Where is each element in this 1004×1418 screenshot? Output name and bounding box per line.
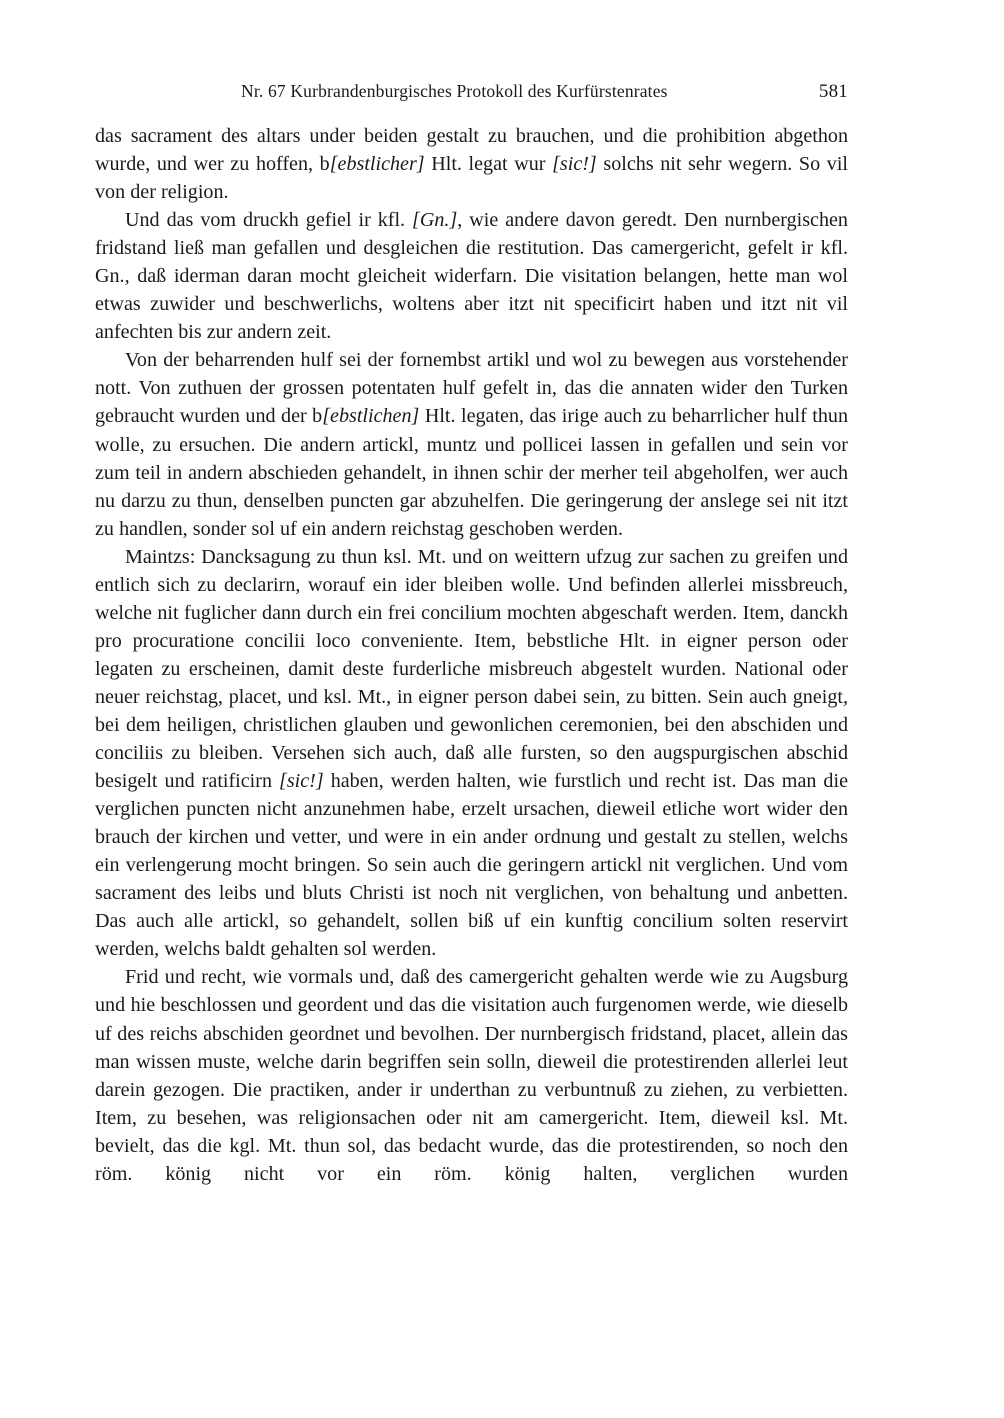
- paragraph: [95, 543, 848, 964]
- text-run: solchs nit sehr wegern. So vil von der religion.: [95, 153, 848, 204]
- editorial-emendation: [ebstlichen]: [322, 405, 420, 428]
- text-run: Von der beharrenden hulf sei der fornembst artikl und wol zu bewegen aus vorstehender nott. Von zuthuen der grossen potentaten hulf gefelt in, das die annaten wider den Turken gebraucht wurden und der b: [95, 349, 848, 428]
- editorial-emendation: [sic!]: [552, 153, 597, 176]
- running-head-title: Nr. 67 Kurbrandenburgisches Protokoll des Kurfürstenrates: [241, 81, 668, 101]
- text-run: Frid und recht, wie vormals und, daß des camergericht gehalten werde wie zu Augsburg und hie beschlossen und geordent und das die visitation auch furgenomen werde, wie dieselb uf des reichs abschiden geordnet und bevolhen. Der nurnbergisch fridstand, placet, allein das man wissen muste, welche darin begriffen sein solln, dieweil die protestirenden allerlei leut darein gezogen. Die practiken, ander ir underthan zu verbuntnuß zu ziehen, zu verbietten. Item, zu besehen, was religionsachen oder nit am camergericht. Item, dieweil ksl. Mt. bevielt, das die kgl. Mt. thun sol, das bedacht wurde, das die protestirenden, so noch den röm. könig nicht vor ein röm. könig halten, verglichen wurden: [95, 966, 848, 1185]
- text-run: Maintzs: Dancksagung zu thun ksl. Mt. und on weittern ufzug zur sachen zu greifen und entlich sich zu declarirn, worauf ein ider bleiben wolle. Und befinden allerlei missbreuch, welche nit fuglicher dann durch ein frei concilium mochten abgeschaft werden. Item, danckh pro procuratione concilii loco conveniente. Item, bebstliche Hlt. in eigner person oder legaten zu erscheinen, damit deste furderliche misbreuch abgestelt wurden. National oder neuer reichstag, placet, und ksl. Mt., in eigner person dabei sein, zu bitten. Sein auch gneigt, bei dem heiligen, christlichen glauben und gewonlichen ceremonien, bei den abschiden und conciliis zu bleiben. Versehen sich auch, daß alle fursten, so den augspurgischen abschid besigelt und ratificirn: [95, 545, 848, 793]
- body-text: [95, 122, 848, 1188]
- paragraph: [95, 963, 848, 1187]
- editorial-emendation: [Gn.]: [412, 209, 458, 232]
- editorial-emendation: [sic!]: [279, 770, 324, 793]
- paragraph: [95, 346, 848, 542]
- text-run: Hlt. legat wur: [424, 153, 553, 176]
- text-run: Hlt. legaten, das irige auch zu beharrlicher hulf thun wolle, zu ersuchen. Die andern artickl, muntz und pollicei lassen in gefallen und sein vor zum teil in andern abschieden gehandelt, in ihnen schir der merher teil abgeholfen, wer auch nu darzu zu thun, denselben puncten gar abzuhelfen. Die geringerung der anslege sei nit itzt zu handlen, sonder sol uf ein andern reichstag geschoben werden.: [95, 405, 848, 540]
- text-run: das sacrament des altars under beiden gestalt zu brauchen, und die prohibition abgethon wurde, und wer zu hoffen, b: [95, 125, 848, 176]
- text-run: , wie andere davon geredt. Den nurnbergischen fridstand ließ man gefallen und desgleichen die restitution. Das camergericht, gefelt ir kfl. Gn., daß iderman daran mocht gleicheit widerfarn. Die visitation belangen, hette man wol etwas zuwider und beschwerlichs, woltens aber itzt nit specificirt haben und itzt nit vil anfechten bis zur andern zeit.: [95, 209, 848, 344]
- editorial-emendation: [ebstlicher]: [329, 153, 425, 176]
- text-run: Und das vom druckh gefiel ir kfl.: [125, 209, 413, 232]
- paragraph: [95, 122, 848, 206]
- text-run: haben, werden halten, wie furstlich und recht ist. Das man die verglichen puncten nicht anzunehmen habe, erzelt ursachen, dieweil etliche wort wider den brauch der kirchen und vetter, und were in ein ander ordnung und gestalt zu stellen, welchs ein verlengerung mocht bringen. So sein auch die geringern artickl nit verglichen. Und vom sacrament des leibs und bluts Christi ist noch nit verglichen, von behaltung und anbetten. Das auch alle artickl, so gehandelt, sollen biß uf ein kunftig concilium solten reservirt werden, welchs baldt gehalten sol werden.: [95, 770, 848, 961]
- page-number: 581: [818, 81, 848, 102]
- running-head: [95, 80, 848, 103]
- paragraph: [95, 206, 848, 346]
